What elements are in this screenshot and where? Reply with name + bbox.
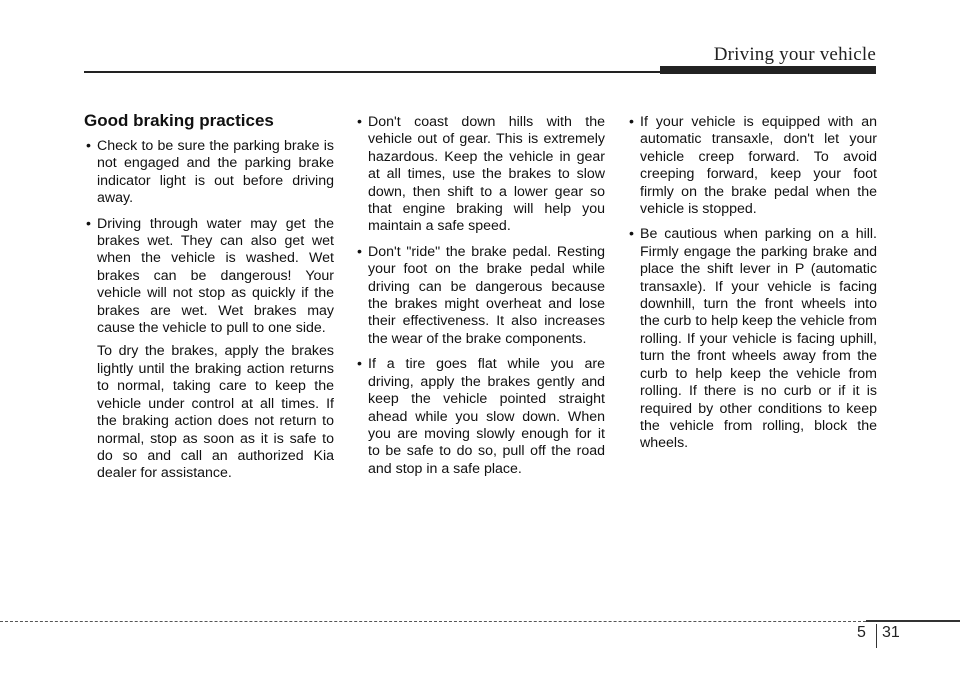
footer-dashed-rule	[0, 621, 866, 622]
bullet-item: • Don't coast down hills with the vehicle out of gear. This is extremely hazardous. Keep the vehicle in gear at all times, use the brakes to slow down, then shift to a lower gear so that engine braking will help you maintain a safe speed.	[355, 114, 605, 236]
footer-solid-rule	[866, 620, 960, 622]
header-tab-bar	[660, 66, 876, 74]
bullet-item: • If a tire goes flat while you are driving, apply the brakes gently and keep the vehicle pointed straight ahead while you slow down. When you are moving slowly enough for it to be safe to do so, pull off the road and stop in a safe place.	[355, 356, 605, 478]
page-number-divider	[876, 624, 877, 648]
body-paragraph: To dry the brakes, apply the brakes lightly until the braking action returns to normal, taking care to keep the vehicle under control at all times. If the braking action does not return to normal, stop as soon as it is safe to do so and call an authorized Kia dealer for assistance.	[97, 343, 334, 482]
bullet-list	[84, 138, 334, 337]
column-2	[355, 114, 605, 486]
page-number: 31	[882, 624, 900, 641]
column-3	[627, 114, 877, 461]
bullet-list	[355, 114, 605, 478]
header-rule	[84, 71, 674, 73]
page-heading: Good braking practices	[84, 111, 274, 130]
bullet-item: • Don't "ride" the brake pedal. Resting your foot on the brake pedal while driving can be dangerous because the brakes might overheat and lose their effectiveness. It also increases the wear of the brake components.	[355, 244, 605, 348]
bullet-item: • If your vehicle is equipped with an automatic transaxle, don't let your vehicle creep forward. To avoid creeping forward, keep your foot firmly on the brake pedal when the vehicle is stopped.	[627, 114, 877, 218]
section-number: 5	[857, 624, 866, 641]
section-title: Driving your vehicle	[713, 44, 876, 65]
bullet-item: • Be cautious when parking on a hill. Firmly engage the parking brake and place the shift lever in P (automatic transaxle). If your vehicle is facing downhill, turn the front wheels into the curb to help keep the vehicle from rolling. If your vehicle is facing uphill, turn the front wheels away from the curb to help keep the vehicle from rolling. If there is no curb or if it is required by other conditions to keep the vehicle from rolling, block the wheels.	[627, 226, 877, 452]
bullet-item: • Check to be sure the parking brake is not engaged and the parking brake indicator light is out before driving away.	[84, 138, 334, 208]
column-1	[84, 110, 334, 483]
bullet-item: • Driving through water may get the brakes wet. They can also get wet when the vehicle is washed. Wet brakes can be dangerous! Your vehicle will not stop as quickly if the brakes are wet. Wet brakes may cause the vehicle to pull to one side.	[84, 216, 334, 338]
bullet-list	[627, 114, 877, 453]
